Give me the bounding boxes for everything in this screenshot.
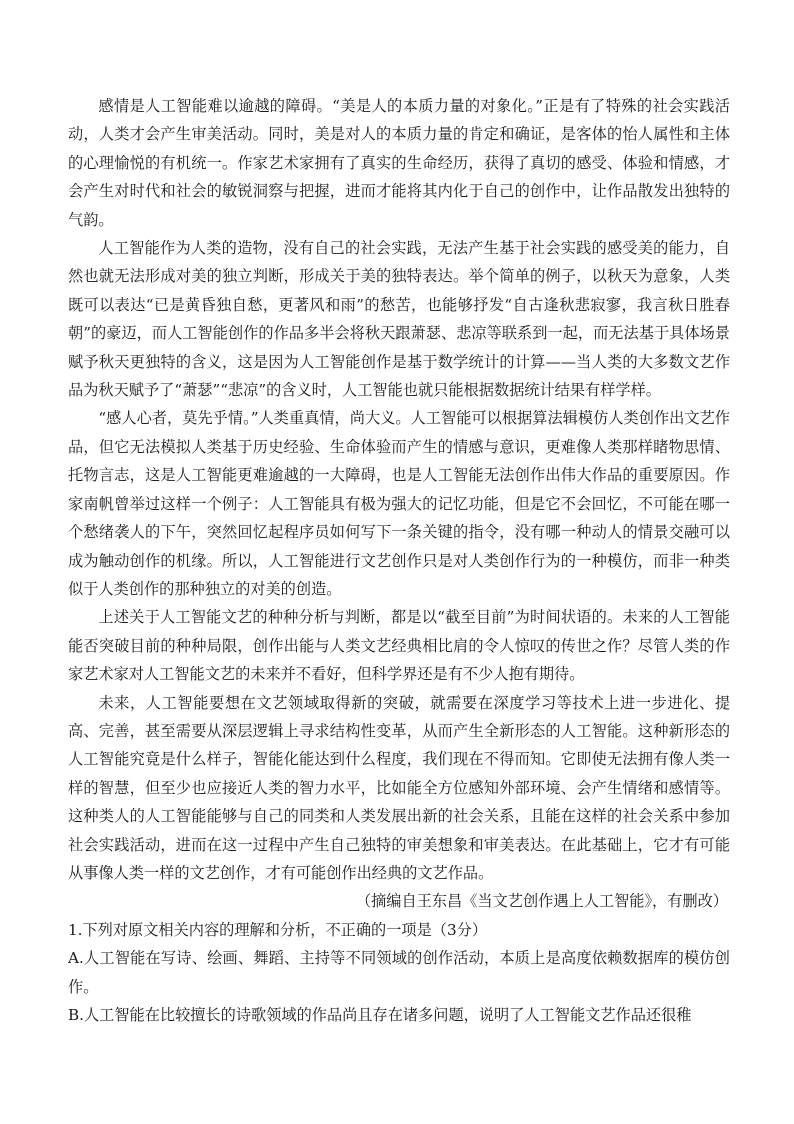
option-b: B.人工智能在比较擅长的诗歌领域的作品尚且存在诸多问题，说明了人工智能文艺作品还很稚 <box>68 1006 692 1024</box>
article-paragraph-2: 人工智能作为人类的造物，没有自己的社会实践，无法产生基于社会实践的感受美的能力，自然也就无法形成对美的独立判断，形成关于美的独特表达。举个简单的例子，以秋天为意象，人类既可以表达“已是黄昏独自愁，更著风和雨”的愁苦，也能够抒发“自古逢秋悲寂寥，我言秋日胜春朝”的豪迈，而人工智能创作的作品多半会将秋天跟萧瑟、悲凉等联系到一起，而无法基于具体场景赋予秋天更独特的含义，这是因为人工智能创作是基于数学统计的计算——当人类的大多数文艺作品为秋天赋予了“萧瑟”“悲凉”的含义时，人工智能也就只能根据数据统计结果有样学样。 <box>68 239 730 400</box>
article-paragraph-1: 感情是人工智能难以逾越的障碍。“美是人的本质力量的对象化。”正是有了特殊的社会实践活动，人类才会产生审美活动。同时，美是对人的本质力量的肯定和确证，是客体的怡人属性和主体的心理愉悦的有机统一。作家艺术家拥有了真实的生命经历，获得了真切的感受、体验和情感，才会产生对时代和社会的敏锐洞察与把握，进而才能将其内化于自己的创作中，让作品散发出独特的气韵。 <box>68 97 730 229</box>
question-stem: 1.下列对原文相关内容的理解和分析，不正确的一项是（3分） <box>68 920 488 939</box>
article-paragraph-4: 上述关于人工智能文艺的种种分析与判断，都是以“截至目前”为时间状语的。未来的人工智能能否突破目前的种种局限，创作出能与人类文艺经典相比肩的令人惊叹的传世之作？尽管人类的作家艺术家对人工智能文艺的未来并不看好，但科学界还是有不少人抱有期待。 <box>68 608 730 684</box>
article-paragraph-5: 未来，人工智能要想在文艺领域取得新的突破，就需要在深度学习等技术上进一步进化、提高、完善，甚至需要从深层逻辑上寻求结构性变革，从而产生全新形态的人工智能。这种新形态的人工智能究竟是什么样子，智能化能达到什么程度，我们现在不得而知。它即使无法拥有像人类一样的智慧，但至少也应接近人类的智力水平，比如能全方位感知外部环境、会产生情绪和感情等。这种类人的人工智能能够与自己的同类和人类发展出新的社会关系，且能在这样的社会关系中参加社会实践活动，进而在这一过程中产生自己独特的审美想象和审美表达。在此基础上，它才有可能从事像人类一样的文艺创作，才有可能创作出经典的文艺作品。 <box>68 693 730 882</box>
article-paragraph-3: “感人心者，莫先乎情。”人类重真情，尚大义。人工智能可以根据算法辑模仿人类创作出文艺作品，但它无法模拟人类基于历史经验、生命体验而产生的情感与意识，更难像人类那样睹物思情、托物言志，这是人工智能更难逾越的一大障碍，也是人工智能无法创作出伟大作品的重要原因。作家南帆曾举过这样一个例子：人工智能具有极为强大的记忆功能，但是它不会回忆，不可能在哪一个愁绪袭人的下午，突然回忆起程序员如何写下一条关键的指令，没有哪一种动人的情景交融可以成为触动创作的机缘。所以，人工智能进行文艺创作只是对人类创作行为的一种模仿，而非一种类似于人类创作的那种独立的对美的创造。 <box>68 409 730 598</box>
exam-page <box>68 92 730 1029</box>
article-source: （摘编自王东昌《当文艺创作遇上人工智能》，有删改） <box>355 892 728 911</box>
option-a: A.人工智能在写诗、绘画、舞蹈、主持等不同领域的创作活动，本质上是高度依赖数据库的模仿创作。 <box>68 949 730 996</box>
